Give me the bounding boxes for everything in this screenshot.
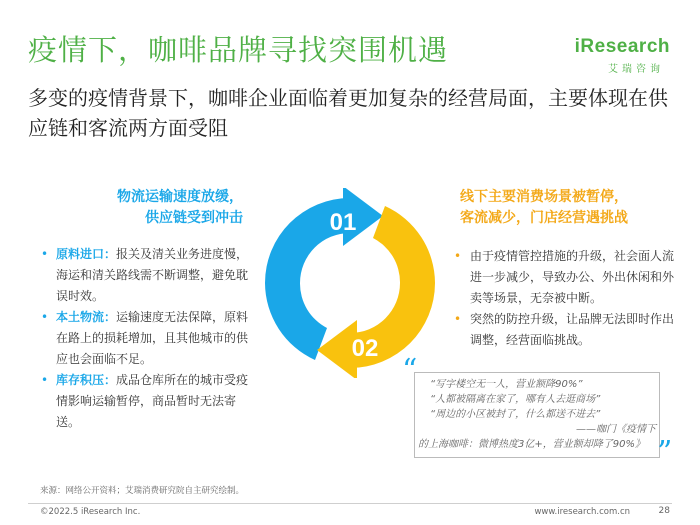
left-item-2-text: 运输速度无法保障，原料在路上的损耗增加，且其他城市的供应也会面临不足。 [56, 310, 249, 366]
iresearch-logo [560, 36, 670, 75]
bullet-icon: • [454, 312, 462, 326]
right-item-1 [452, 246, 677, 309]
right-item-1-text: 由于疫情管控措施的升级，社会面人流进一步减少，导致办公、外出休闲和外卖等场景，无奈被中断。 [470, 249, 675, 305]
bullet-icon: • [41, 373, 49, 387]
bullet-icon: • [41, 310, 49, 324]
right-heading-line1: 线下主要消费场景被暂停， [460, 189, 628, 205]
quote-source-line1: ——咖门《疫情下 [576, 424, 656, 435]
left-item-3-label: 库存积压： [56, 373, 117, 387]
left-heading [43, 187, 243, 229]
quote-3: “周边的小区被封了，什么都送不进去” [430, 409, 601, 420]
footer-divider [28, 503, 672, 504]
logo-sub-text: 艾瑞咨询 [608, 64, 664, 75]
left-item-2 [40, 307, 250, 370]
quote-source [414, 422, 660, 452]
left-item-3 [40, 370, 250, 433]
cycle-ring-diagram [255, 188, 445, 378]
quote-source-line2: 的上海咖啡：微博热度3亿+，营业额却降了90%》 [418, 439, 645, 450]
left-bullet-list [40, 244, 250, 433]
copyright: ©2022.5 iResearch Inc. [40, 507, 141, 517]
left-heading-line2: 供应链受到冲击 [145, 210, 243, 226]
bullet-icon: • [454, 249, 462, 263]
left-item-3-text: 成品仓库所在的城市受疫情影响运输暂停，商品暂时无法寄送。 [56, 373, 249, 429]
source-note: 来源：网络公开资料；艾瑞消费研究院自主研究绘制。 [40, 486, 245, 496]
right-item-2 [452, 309, 677, 351]
quote-lines [430, 377, 652, 422]
page-title: 疫情下，咖啡品牌寻找突围机遇 [28, 33, 449, 67]
ring-label-02: 02 [351, 335, 379, 362]
left-heading-line1: 物流运输速度放缓， [117, 189, 243, 205]
page-number: 28 [658, 506, 670, 516]
left-item-1 [40, 244, 250, 307]
right-heading-line2: 客流减少，门店经营遇挑战 [460, 210, 628, 226]
left-item-2-label: 本土物流： [56, 310, 117, 324]
close-quote-icon: ” [657, 435, 673, 470]
bullet-icon: • [41, 247, 49, 261]
ring-label-01: 01 [329, 209, 357, 236]
left-item-1-label: 原料进口： [56, 247, 117, 261]
page-subtitle: 多变的疫情背景下，咖啡企业面临着更加复杂的经营局面，主要体现在供应链和客流两方面受阻 [28, 86, 668, 140]
website-link[interactable]: www.iresearch.com.cn [534, 507, 630, 517]
quote-2: “人都被隔离在家了，哪有人去逛商场” [430, 394, 601, 405]
right-bullet-list [452, 246, 677, 351]
quote-1: “写字楼空无一人，营业额降90%” [430, 379, 583, 390]
right-heading [460, 187, 680, 229]
right-item-2-text: 突然的防控升级，让品牌无法即时作出调整，经营面临挑战。 [470, 312, 675, 347]
left-item-1-text: 报关及清关业务进度慢，海运和清关路线需不断调整，避免耽误时效。 [56, 247, 249, 303]
logo-main-text: iResearch [574, 36, 670, 57]
open-quote-icon: “ [402, 353, 418, 388]
